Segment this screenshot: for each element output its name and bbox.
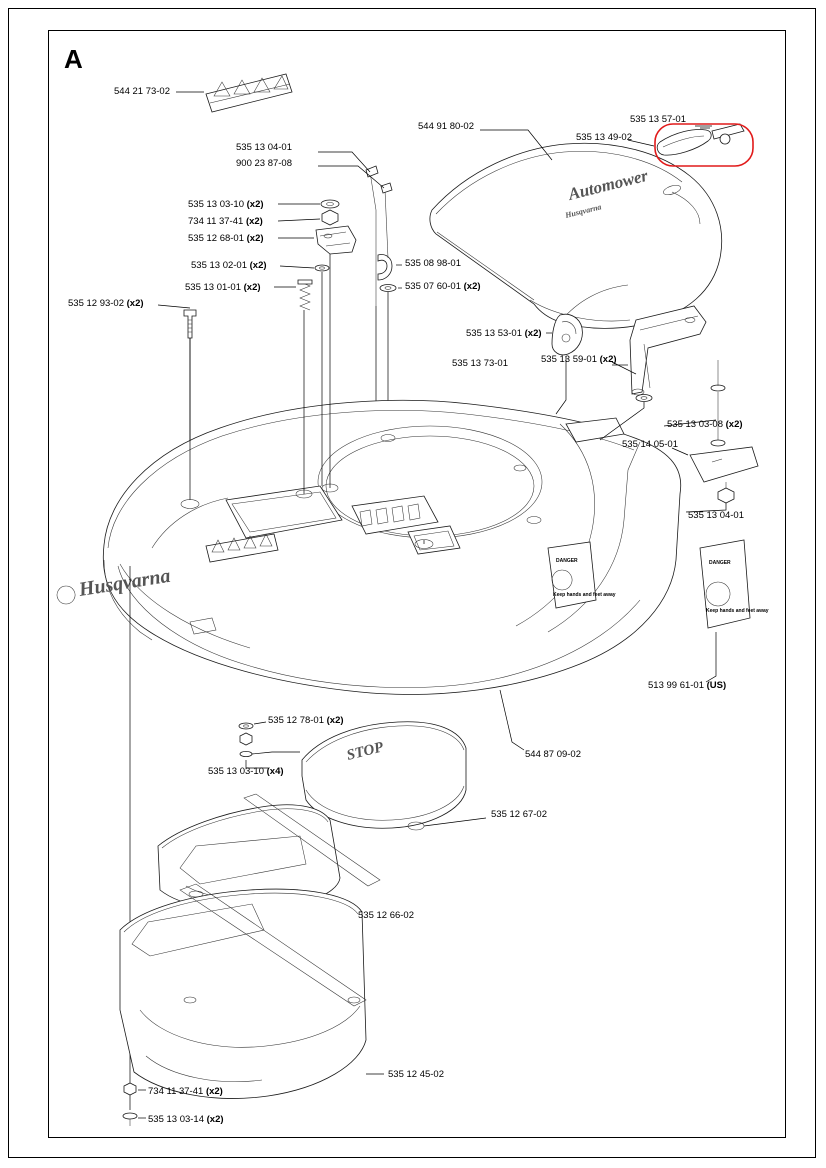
- label-535-14-05-01: 535 14 05-01: [622, 439, 678, 450]
- label-535-12-78-01: 535 12 78-01 (x2): [268, 715, 344, 726]
- part-hood-handle-highlighted: [657, 124, 744, 155]
- part-plate-535-14-05-01: [690, 447, 758, 482]
- part-screw-535-13-03-14: [123, 1113, 137, 1126]
- label-535-13-73-01: 535 13 73-01: [452, 358, 508, 369]
- label-535-13-03-14: 535 13 03-14 (x2): [148, 1114, 224, 1125]
- part-washer-535-12-78-01: [239, 723, 253, 757]
- label-535-12-67-02: 535 12 67-02: [491, 809, 547, 820]
- part-stop-cover: [302, 722, 466, 830]
- part-washer-535-07-60-01: [380, 285, 396, 292]
- label-535-12-66-02: 535 12 66-02: [358, 910, 414, 921]
- svg-text:Keep hands and feet away: Keep hands and feet away: [553, 592, 616, 598]
- part-nut-535-13-04-01: [718, 482, 734, 503]
- part-main-top-cover: [57, 400, 681, 694]
- label-535-12-45-02: 535 12 45-02: [388, 1069, 444, 1080]
- label-535-12-68-01: 535 12 68-01 (x2): [188, 233, 264, 244]
- label-535-08-98-01: 535 08 98-01: [405, 258, 461, 269]
- svg-text:STOP: STOP: [345, 739, 386, 764]
- label-535-12-93-02: 535 12 93-02 (x2): [68, 298, 144, 309]
- part-nut-734-11-37-41: [322, 210, 338, 225]
- part-washer-535-13-02-01: [315, 265, 329, 271]
- label-544-87-09-02: 544 87 09-02: [525, 749, 581, 760]
- label-734-11-37-41: 734 11 37-41 (x2): [188, 216, 263, 227]
- svg-text:DANGER: DANGER: [709, 560, 731, 566]
- part-hood-cover: [430, 143, 722, 328]
- label-535-13-53-01: 535 13 53-01 (x2): [466, 328, 542, 339]
- label-535-07-60-01: 535 07 60-01 (x2): [405, 281, 481, 292]
- label-734-11-37-41-b: 734 11 37-41 (x2): [148, 1086, 223, 1097]
- label-535-13-49-02: 535 13 49-02: [576, 132, 632, 143]
- section-letter: A: [64, 44, 83, 74]
- part-washer-535-13-59-01: [636, 360, 725, 402]
- part-nut-734-11-37-41-bottom: [124, 1083, 136, 1095]
- svg-text:Keep hands and feet away: Keep hands and feet away: [706, 608, 769, 614]
- label-535-13-03-08: 535 13 03-08 (x2): [667, 419, 743, 430]
- part-screw-535-12-93-02: [184, 310, 196, 338]
- part-front-body: [120, 884, 366, 1099]
- part-washer-535-13-03-10: [321, 200, 339, 208]
- label-535-13-59-01: 535 13 59-01 (x2): [541, 354, 617, 365]
- label-535-13-03-10: 535 13 03-10 (x2): [188, 199, 264, 210]
- part-hook-535-08-98-01: [378, 255, 392, 280]
- label-535-13-04-01-b: 535 13 04-01: [688, 510, 744, 521]
- label-544-21-73-02: 544 21 73-02: [114, 86, 170, 97]
- part-bracket-535-13-73-01: [630, 306, 706, 395]
- svg-text:Husqvarna: Husqvarna: [77, 564, 172, 601]
- svg-text:Husqvarna: Husqvarna: [564, 202, 603, 220]
- part-hinge-535-13-53-01: [552, 314, 582, 355]
- label-535-13-03-10-b: 535 13 03-10 (x4): [208, 766, 284, 777]
- label-535-13-02-01: 535 13 02-01 (x2): [191, 260, 267, 271]
- label-535-13-57-01: 535 13 57-01: [630, 114, 686, 125]
- label-900-23-87-08: 900 23 87-08: [236, 158, 292, 169]
- label-513-99-61-01: 513 99 61-01 (US): [648, 680, 727, 691]
- part-top-decal-strip: [206, 74, 292, 112]
- svg-text:DANGER: DANGER: [556, 558, 578, 564]
- part-spring-535-13-01-01: [298, 280, 312, 310]
- part-bracket-535-12-68-01: [316, 226, 356, 254]
- svg-text:Automower: Automower: [566, 165, 650, 204]
- label-544-91-80-02: 544 91 80-02: [418, 121, 474, 132]
- part-danger-decal: [700, 540, 769, 628]
- label-535-13-04-01: 535 13 04-01: [236, 142, 292, 153]
- label-535-13-01-01: 535 13 01-01 (x2): [185, 282, 261, 293]
